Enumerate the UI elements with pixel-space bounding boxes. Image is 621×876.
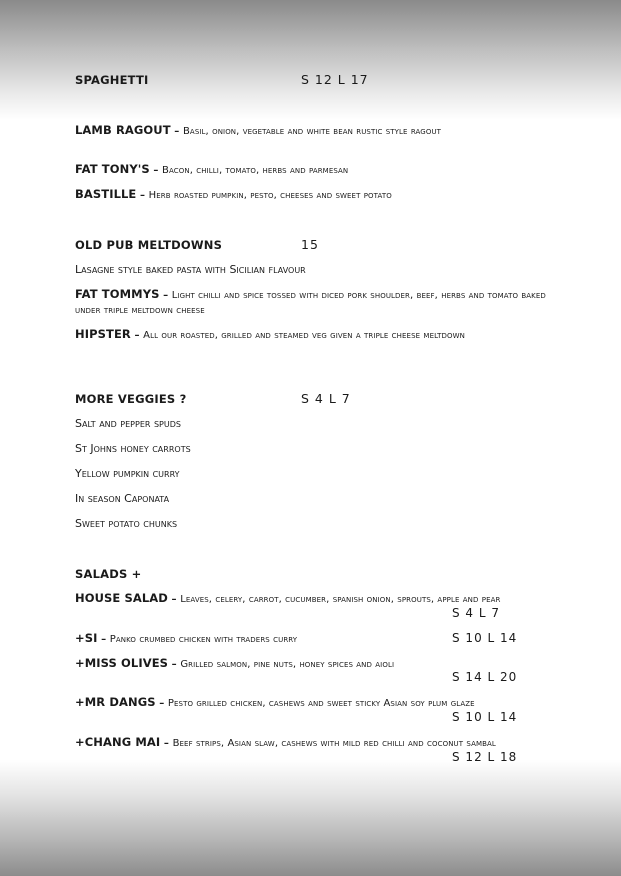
item-description: Grilled salmon, pine nuts, honey spices and aioli <box>180 659 395 670</box>
item-dash: – <box>168 659 181 670</box>
item-dash: – <box>155 698 168 709</box>
item-dash: – <box>130 330 144 341</box>
item-dash: – <box>97 634 110 645</box>
menu-item-chang-mai <box>75 735 550 751</box>
item-name: LAMB RAGOUT <box>75 123 171 137</box>
item-description: Leaves, celery, carrot, cucumber, spanish onion, sprouts, apple and pear <box>180 594 501 605</box>
item-description: Beef strips, Asian slaw, cashews with mild red chilli and coconut sambal <box>172 738 496 749</box>
item-dash: – <box>149 165 163 176</box>
item-price: S 12 L 18 <box>452 750 518 764</box>
veggie-item: Sweet potato chunks <box>75 517 178 530</box>
item-name: HOUSE SALAD <box>75 591 168 605</box>
menu-item-mr-dangs <box>75 695 550 711</box>
item-description: Light chilli and spice tossed with diced pork shoulder, beef, herbs and tomato baked under triple meltdown cheese <box>75 290 546 316</box>
section-price-veggies: S 4 L 7 <box>301 391 351 406</box>
item-description: Basil, onion, vegetable and white bean rustic style ragout <box>182 126 442 137</box>
item-dash: – <box>167 594 181 605</box>
menu-item-house-salad <box>75 591 550 607</box>
item-name: +CHANG MAI <box>75 735 161 749</box>
item-name: +MISS OLIVES <box>75 656 169 670</box>
item-price: S 10 L 14 <box>452 710 518 724</box>
item-dash: – <box>160 738 173 749</box>
item-dash: – <box>170 126 183 137</box>
item-name: FAT TONY'S <box>75 162 150 176</box>
item-price: S 14 L 20 <box>452 670 518 684</box>
veggie-item: St Johns honey carrots <box>75 442 191 455</box>
veggie-item: Yellow pumpkin curry <box>75 467 180 480</box>
item-dash: – <box>136 190 149 201</box>
menu-item-fat-tommys <box>75 287 550 318</box>
item-description: Pesto grilled chicken, cashews and sweet sticky Asian soy plum glaze <box>167 698 475 709</box>
section-title-veggies: MORE VEGGIES ? <box>75 392 187 406</box>
item-name: FAT TOMMYS <box>75 287 160 301</box>
menu-item-hipster <box>75 327 550 343</box>
bottom-shading <box>0 760 621 876</box>
menu-item-fat-tonys <box>75 162 550 178</box>
section-price-spaghetti: S 12 L 17 <box>301 72 369 87</box>
section-title-spaghetti: SPAGHETTI <box>75 73 149 87</box>
item-name: +MR DANGS <box>75 695 156 709</box>
meltdowns-intro: Lasagne style baked pasta with Sicilian flavour <box>75 263 306 276</box>
veggie-item: In season Caponata <box>75 492 170 505</box>
veggie-item: Salt and pepper spuds <box>75 417 181 430</box>
item-description: Bacon, chilli, tomato, herbs and parmesan <box>162 165 349 176</box>
item-name: +SI <box>75 631 98 645</box>
section-price-meltdowns: 15 <box>301 237 319 252</box>
item-price: S 10 L 14 <box>452 631 518 645</box>
section-title-salads: SALADS + <box>75 567 142 581</box>
menu-item-bastille <box>75 187 550 203</box>
section-title-meltdowns: OLD PUB MELTDOWNS <box>75 238 223 252</box>
menu-item-lamb-ragout <box>75 123 550 139</box>
top-shading <box>0 0 621 120</box>
item-name: HIPSTER <box>75 327 131 341</box>
item-name: BASTILLE <box>75 187 137 201</box>
item-price: S 4 L 7 <box>452 606 501 620</box>
item-description: Herb roasted pumpkin, pesto, cheeses and sweet potato <box>148 190 392 201</box>
item-description: All our roasted, grilled and steamed veg given a triple cheese meltdown <box>143 330 465 341</box>
item-description: Panko crumbed chicken with traders curry <box>109 634 298 645</box>
item-dash: – <box>159 290 172 301</box>
